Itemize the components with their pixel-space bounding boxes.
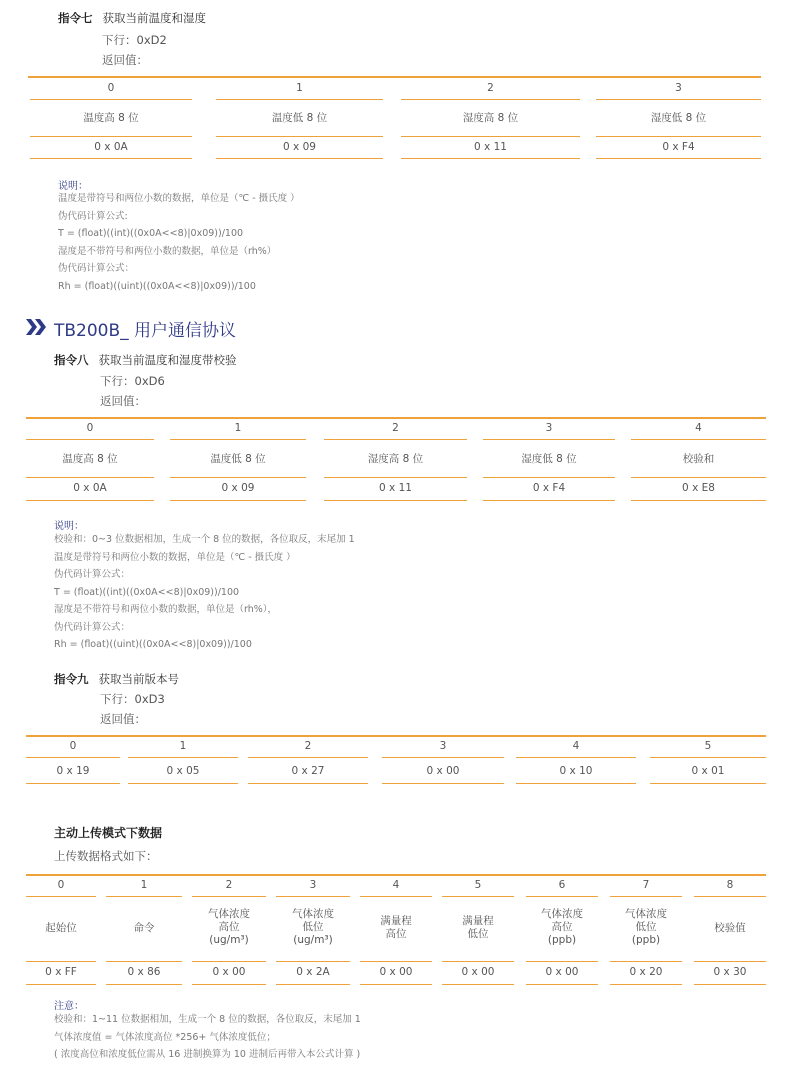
cmd9-value-0: 0 x 19	[56, 765, 90, 777]
cmd9-divider	[128, 783, 238, 784]
note-line: Rh = (float)((uint)((0x0A<<8)|0x09))/100	[58, 280, 256, 292]
cmd7-downlink: 下行：0xD2	[102, 33, 167, 47]
upload-header-0: 0	[57, 879, 65, 891]
cmd7-divider	[30, 99, 192, 100]
upload-header-6: 6	[558, 879, 566, 891]
note-line: 气体浓度值 = 气体浓度高位 *256+ 气体浓度低位；	[54, 1031, 276, 1043]
upload-note-title: 注意：	[54, 1001, 84, 1012]
cmd9-divider	[516, 757, 636, 758]
cmd8-notes	[54, 531, 355, 654]
cmd8-label-1: 温度低 8 位	[210, 453, 266, 465]
upload-label-4	[360, 915, 432, 941]
cmd9-desc: 获取当前版本号	[98, 672, 179, 686]
upload-header-2: 2	[225, 879, 233, 891]
note-line: 湿度是不带符号和两位小数的数据，单位是（rh%），	[54, 604, 278, 615]
cmd8-divider	[324, 477, 467, 478]
cmd7-label-3: 湿度低 8 位	[650, 112, 707, 124]
upload-divider	[192, 984, 266, 985]
upload-label-0	[26, 922, 96, 935]
cmd8-divider	[170, 477, 306, 478]
cmd7-heading	[58, 10, 206, 26]
upload-header-8: 8	[726, 879, 734, 891]
cmd8-header-0: 0	[86, 422, 94, 434]
cmd9-divider	[650, 757, 766, 758]
cmd9-value-4: 0 x 10	[559, 765, 593, 777]
cmd8-divider	[483, 477, 615, 478]
upload-divider	[442, 896, 514, 897]
cmd8-divider	[170, 500, 306, 501]
upload-divider	[694, 984, 766, 985]
cmd8-divider	[483, 439, 615, 440]
cmd8-header-3: 3	[545, 422, 553, 434]
cmd7-divider	[401, 99, 580, 100]
cmd9-heading	[54, 671, 179, 687]
double-chevron-icon	[26, 319, 48, 335]
cmd8-divider	[631, 477, 766, 478]
upload-value-5: 0 x 00	[461, 966, 495, 978]
cmd8-divider	[483, 500, 615, 501]
upload-value-6: 0 x 00	[545, 966, 579, 978]
cmd8-divider	[631, 439, 766, 440]
upload-title: 主动上传模式下数据	[54, 826, 163, 840]
label-line: 满量程	[462, 915, 494, 927]
cmd9-divider	[26, 757, 120, 758]
cmd8-heading	[54, 352, 237, 368]
upload-subtitle: 上传数据格式如下：	[54, 849, 158, 863]
cmd9-divider	[382, 757, 504, 758]
cmd8-desc: 获取当前温度和湿度带校验	[98, 353, 237, 367]
upload-divider	[192, 961, 266, 962]
upload-label-6	[526, 908, 598, 947]
upload-divider	[694, 896, 766, 897]
label-line: 气体浓度	[292, 908, 334, 920]
label-line: 低位	[635, 921, 657, 933]
cmd7-label-2: 湿度高 8 位	[462, 112, 519, 124]
cmd9-divider	[26, 783, 120, 784]
upload-divider	[694, 961, 766, 962]
cmd8-value-3: 0 x F4	[532, 482, 566, 494]
cmd7-desc: 获取当前温度和湿度	[102, 11, 206, 25]
cmd9-value-2: 0 x 27	[291, 765, 325, 777]
cmd7-divider	[30, 158, 192, 159]
cmd9-table-top-line	[26, 735, 766, 737]
cmd9-divider	[248, 757, 368, 758]
upload-label-2	[192, 908, 266, 947]
upload-label-1	[106, 922, 182, 935]
upload-header-7: 7	[642, 879, 650, 891]
cmd8-label-3: 湿度低 8 位	[521, 453, 577, 465]
upload-divider	[360, 896, 432, 897]
upload-divider	[360, 961, 432, 962]
cmd7-title: 指令七	[58, 11, 93, 25]
cmd7-note-title: 说明：	[58, 181, 88, 192]
label-line: 低位	[302, 921, 324, 933]
cmd9-header-1: 1	[179, 740, 187, 752]
upload-label-7	[610, 908, 682, 947]
cmd8-title: 指令八	[54, 353, 89, 367]
cmd7-header-2: 2	[487, 82, 494, 94]
cmd9-header-4: 4	[572, 740, 580, 752]
cmd9-downlink: 下行：0xD3	[100, 692, 165, 706]
cmd7-table-top-line	[28, 76, 761, 78]
note-line: T = (float)((int)((0x0A<<8)|0x09))/100	[54, 586, 240, 598]
cmd9-value-3: 0 x 00	[426, 765, 460, 777]
cmd8-label-2: 湿度高 8 位	[367, 453, 424, 465]
cmd8-header-4: 4	[695, 422, 702, 434]
cmd8-divider	[26, 439, 154, 440]
cmd7-divider	[216, 99, 383, 100]
upload-divider	[610, 961, 682, 962]
cmd9-header-2: 2	[304, 740, 312, 752]
note-line: 温度是带符号和两位小数的数据，单位是（℃ - 摄氏度 ）	[58, 193, 300, 204]
cmd7-value-1: 0 x 09	[283, 141, 316, 153]
cmd8-divider	[26, 500, 154, 501]
cmd7-divider	[216, 158, 383, 159]
note-line: 校验和：1~11 位数据相加，生成一个 8 位的数据，各位取反，末尾加 1	[54, 1014, 361, 1025]
upload-table-top-line	[26, 874, 766, 876]
label-line: 校验值	[714, 922, 746, 934]
section-title: TB200B_ 用户通信协议	[54, 321, 237, 341]
cmd7-divider	[596, 99, 761, 100]
upload-value-1: 0 x 86	[127, 966, 161, 978]
cmd8-divider	[170, 439, 306, 440]
label-line: 低位	[467, 928, 489, 940]
cmd9-divider	[128, 757, 238, 758]
cmd9-header-0: 0	[69, 740, 77, 752]
upload-value-3: 0 x 2A	[296, 966, 330, 978]
cmd8-divider	[324, 439, 467, 440]
upload-label-5	[442, 915, 514, 941]
upload-divider	[106, 896, 182, 897]
upload-divider	[106, 961, 182, 962]
label-line: 气体浓度	[208, 908, 250, 920]
upload-header-3: 3	[309, 879, 317, 891]
cmd8-divider	[631, 500, 766, 501]
upload-header-1: 1	[140, 879, 148, 891]
cmd9-header-3: 3	[439, 740, 447, 752]
note-line: Rh = (float)((uint)((0x0A<<8)|0x09))/100	[54, 639, 252, 650]
upload-divider	[106, 984, 182, 985]
cmd9-header-5: 5	[704, 740, 712, 752]
cmd7-divider	[401, 158, 580, 159]
upload-divider	[526, 984, 598, 985]
cmd7-label-1: 温度低 8 位	[271, 112, 328, 124]
upload-divider	[192, 896, 266, 897]
cmd9-return: 返回值：	[100, 712, 146, 726]
label-line: 高位	[551, 921, 573, 933]
upload-value-0: 0 x FF	[45, 966, 77, 978]
upload-divider	[276, 961, 350, 962]
upload-divider	[442, 961, 514, 962]
label-line: (ppb)	[631, 934, 661, 946]
note-line: 温度是带符号和两位小数的数据，单位是（℃ - 摄氏度 ）	[54, 551, 296, 563]
cmd7-divider	[30, 136, 192, 137]
cmd9-divider	[650, 783, 766, 784]
label-line: 起始位	[45, 922, 77, 934]
cmd7-return: 返回值：	[102, 53, 148, 67]
cmd9-divider	[516, 783, 636, 784]
cmd8-value-4: 0 x E8	[682, 482, 715, 494]
cmd8-value-1: 0 x 09	[221, 482, 255, 494]
note-line: 校验和：0~3 位数据相加，生成一个 8 位的数据，各位取反，末尾加 1	[54, 534, 355, 545]
note-line: T = (float)((int)((0x0A<<8)|0x09))/100	[58, 228, 244, 239]
note-line: 伪代码计算公式：	[54, 621, 131, 633]
cmd7-divider	[596, 158, 761, 159]
cmd7-divider	[596, 136, 761, 137]
upload-divider	[276, 896, 350, 897]
upload-divider	[442, 984, 514, 985]
label-line: 满量程	[380, 915, 412, 927]
cmd9-value-1: 0 x 05	[166, 765, 200, 777]
cmd8-label-0: 温度高 8 位	[62, 453, 118, 465]
cmd7-notes	[58, 190, 300, 295]
label-line: (ug/m³)	[293, 934, 333, 946]
upload-value-7: 0 x 20	[629, 966, 663, 978]
cmd8-value-2: 0 x 11	[379, 482, 412, 494]
cmd8-return: 返回值：	[100, 394, 146, 408]
upload-header-5: 5	[474, 879, 482, 891]
cmd8-header-2: 2	[392, 422, 399, 434]
upload-value-8: 0 x 30	[713, 966, 747, 978]
label-line: (ppb)	[547, 934, 577, 946]
note-line: 伪代码计算公式:	[58, 210, 128, 222]
cmd7-header-3: 3	[675, 82, 682, 94]
note-line: 湿度是不带符号和两位小数的数据，单位是（rh%）	[58, 245, 277, 257]
label-line: 气体浓度	[541, 908, 583, 920]
cmd9-title: 指令九	[54, 672, 89, 686]
upload-divider	[526, 961, 598, 962]
cmd7-header-0: 0	[107, 82, 115, 94]
upload-divider	[526, 896, 598, 897]
cmd7-divider	[401, 136, 580, 137]
upload-divider	[26, 961, 96, 962]
cmd8-label-4: 校验和	[682, 453, 715, 465]
upload-divider	[26, 984, 96, 985]
upload-divider	[276, 984, 350, 985]
label-line: 命令	[133, 922, 155, 934]
label-line: 高位	[385, 928, 407, 940]
cmd7-header-1: 1	[296, 82, 303, 94]
cmd8-downlink: 下行：0xD6	[100, 374, 165, 388]
cmd8-note-title: 说明：	[54, 521, 84, 532]
cmd8-table-top-line	[26, 417, 766, 419]
cmd7-value-0: 0 x 0A	[94, 141, 128, 153]
label-line: 高位	[218, 921, 240, 933]
cmd8-header-1: 1	[234, 422, 242, 434]
upload-divider	[610, 984, 682, 985]
note-line: 伪代码计算公式：	[58, 263, 135, 274]
cmd8-divider	[324, 500, 467, 501]
upload-label-8	[694, 922, 766, 935]
cmd8-divider	[26, 477, 154, 478]
upload-divider	[26, 896, 96, 897]
cmd9-divider	[382, 783, 504, 784]
upload-header-4: 4	[392, 879, 400, 891]
note-line: 伪代码计算公式：	[54, 569, 131, 580]
cmd7-divider	[216, 136, 383, 137]
upload-value-2: 0 x 00	[212, 966, 246, 978]
label-line: (ug/m³)	[209, 934, 249, 946]
upload-divider	[610, 896, 682, 897]
cmd9-divider	[248, 783, 368, 784]
cmd7-label-0: 温度高 8 位	[83, 112, 139, 124]
upload-value-4: 0 x 00	[379, 966, 413, 978]
cmd7-value-2: 0 x 11	[474, 141, 507, 153]
cmd8-value-0: 0 x 0A	[73, 482, 107, 494]
label-line: 气体浓度	[625, 908, 667, 920]
upload-notes	[54, 1011, 361, 1064]
upload-label-3	[276, 908, 350, 947]
cmd9-value-5: 0 x 01	[691, 765, 725, 777]
note-line: ( 浓度高位和浓度低位需从 16 进制换算为 10 进制后再带入本公式计算 )	[54, 1049, 361, 1060]
cmd7-value-3: 0 x F4	[662, 141, 695, 153]
upload-divider	[360, 984, 432, 985]
